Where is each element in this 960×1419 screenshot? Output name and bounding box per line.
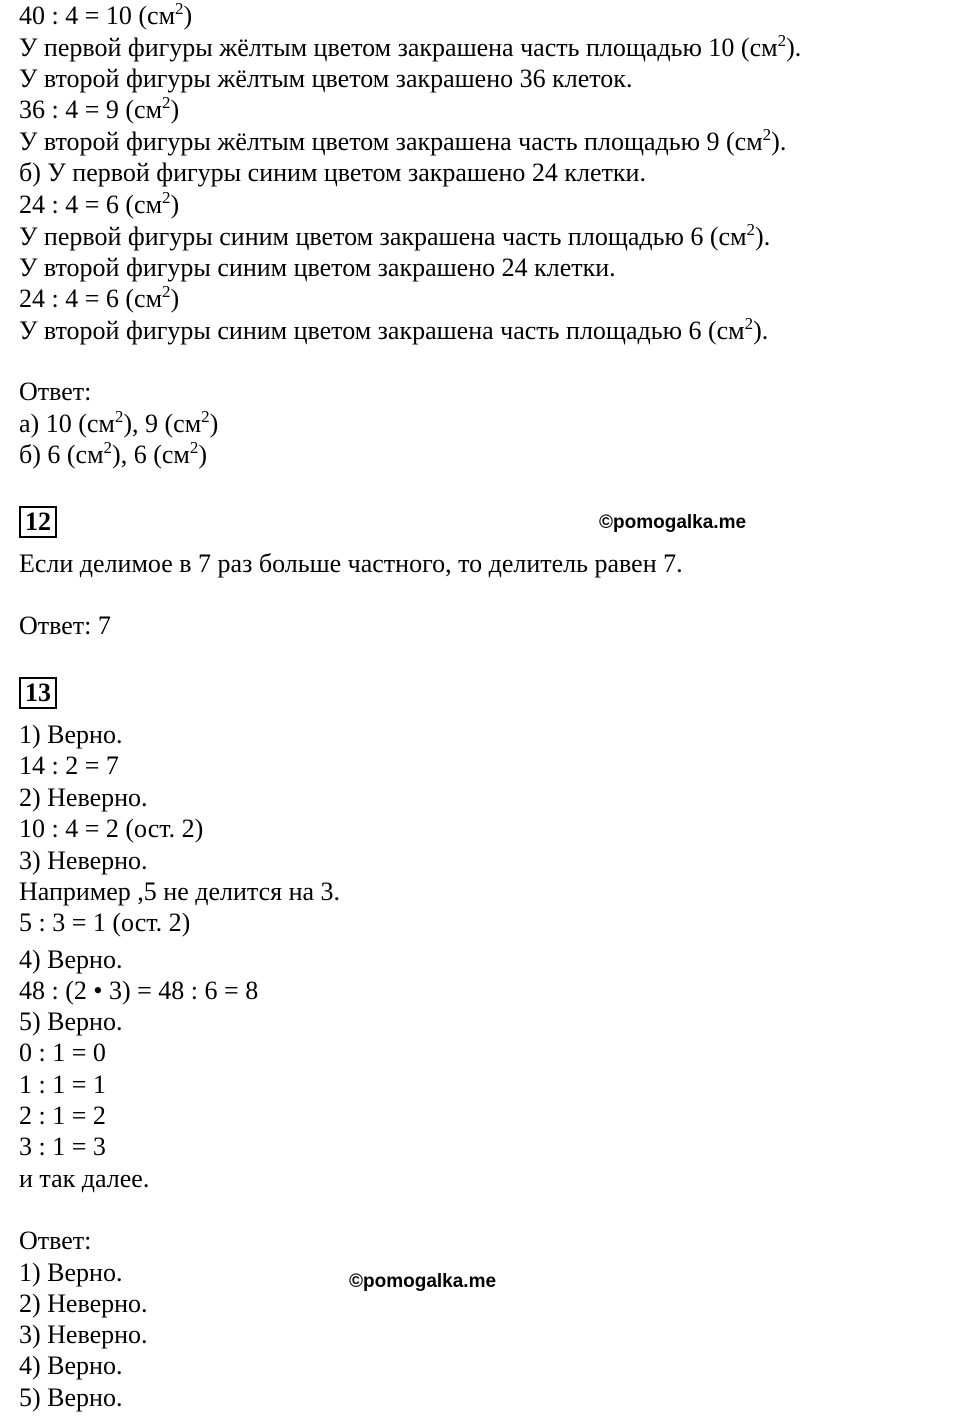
watermark: ©pomogalka.me	[599, 512, 747, 533]
answer-line: 1) Верно.	[19, 1258, 123, 1287]
task-text: Если делимое в 7 раз больше частного, то делитель равен 7.	[19, 549, 683, 578]
text-line: 3 : 1 = 3	[19, 1132, 106, 1161]
answer-line: Ответ: 7	[19, 611, 111, 640]
text-line: У второй фигуры жёлтым цветом закрашено 36 клеток.	[19, 64, 633, 93]
answer-line: б) 6 $(см^2)$, 6 $(см^2)$	[19, 438, 208, 469]
text-line: б) У первой фигуры синим цветом закрашено 24 клетки.	[19, 158, 646, 187]
text-line: 5) Верно.	[19, 1007, 123, 1036]
task-number-12: 12	[19, 506, 57, 538]
text-line: 2) Неверно.	[19, 783, 148, 812]
text-line: У второй фигуры синим цветом закрашено 24 клетки.	[19, 253, 616, 282]
answer-line: 5) Верно.	[19, 1383, 123, 1412]
task-number-13: 13	[19, 677, 57, 709]
answer-line: 2) Неверно.	[19, 1289, 148, 1318]
text-line: 24 : 4 = 6 $(см^2)$	[19, 188, 180, 219]
text-line: 2 : 1 = 2	[19, 1101, 106, 1130]
text-line: 14 : 2 = 7	[19, 751, 119, 780]
text-line: 3) Неверно.	[19, 846, 148, 875]
text-line: 1 : 1 = 1	[19, 1070, 106, 1099]
text-line: У второй фигуры жёлтым цветом закрашена часть площадью 9 $(см^2)$.	[19, 125, 787, 156]
text-line: У первой фигуры синим цветом закрашена часть площадью 6 $(см^2)$.	[19, 220, 771, 251]
text-line: 4) Верно.	[19, 945, 123, 974]
text-line: 48 : (2 • 3) = 48 : 6 = 8	[19, 976, 259, 1005]
answer-label: Ответ:	[19, 1226, 92, 1255]
text-line: Например ,5 не делится на 3.	[19, 877, 341, 906]
text-line: 1) Верно.	[19, 720, 123, 749]
text-line: 10 : 4 = 2 (ост. 2)	[19, 814, 204, 843]
text-line: 40 : 4 = 10 $(см^2)$	[19, 0, 193, 30]
text-line: У второй фигуры синим цветом закрашена часть площадью 6 $(см^2)$.	[19, 314, 769, 345]
text-line: 24 : 4 = 6 $(см^2)$	[19, 282, 180, 313]
answer-line: 3) Неверно.	[19, 1320, 148, 1349]
answer-line: 4) Верно.	[19, 1351, 123, 1380]
text-line: У первой фигуры жёлтым цветом закрашена часть площадью 10 $(см^2)$.	[19, 31, 802, 62]
answer-label: Ответ:	[19, 377, 92, 406]
text-line: 36 : 4 = 9 $(см^2)$	[19, 93, 180, 124]
text-line: 5 : 3 = 1 (ост. 2)	[19, 908, 191, 937]
watermark: ©pomogalka.me	[349, 1271, 497, 1292]
text-line: и так далее.	[19, 1164, 150, 1193]
answer-line: а) 10 $(см^2)$, 9 $(см^2)$	[19, 407, 219, 438]
text-line: 0 : 1 = 0	[19, 1038, 106, 1067]
